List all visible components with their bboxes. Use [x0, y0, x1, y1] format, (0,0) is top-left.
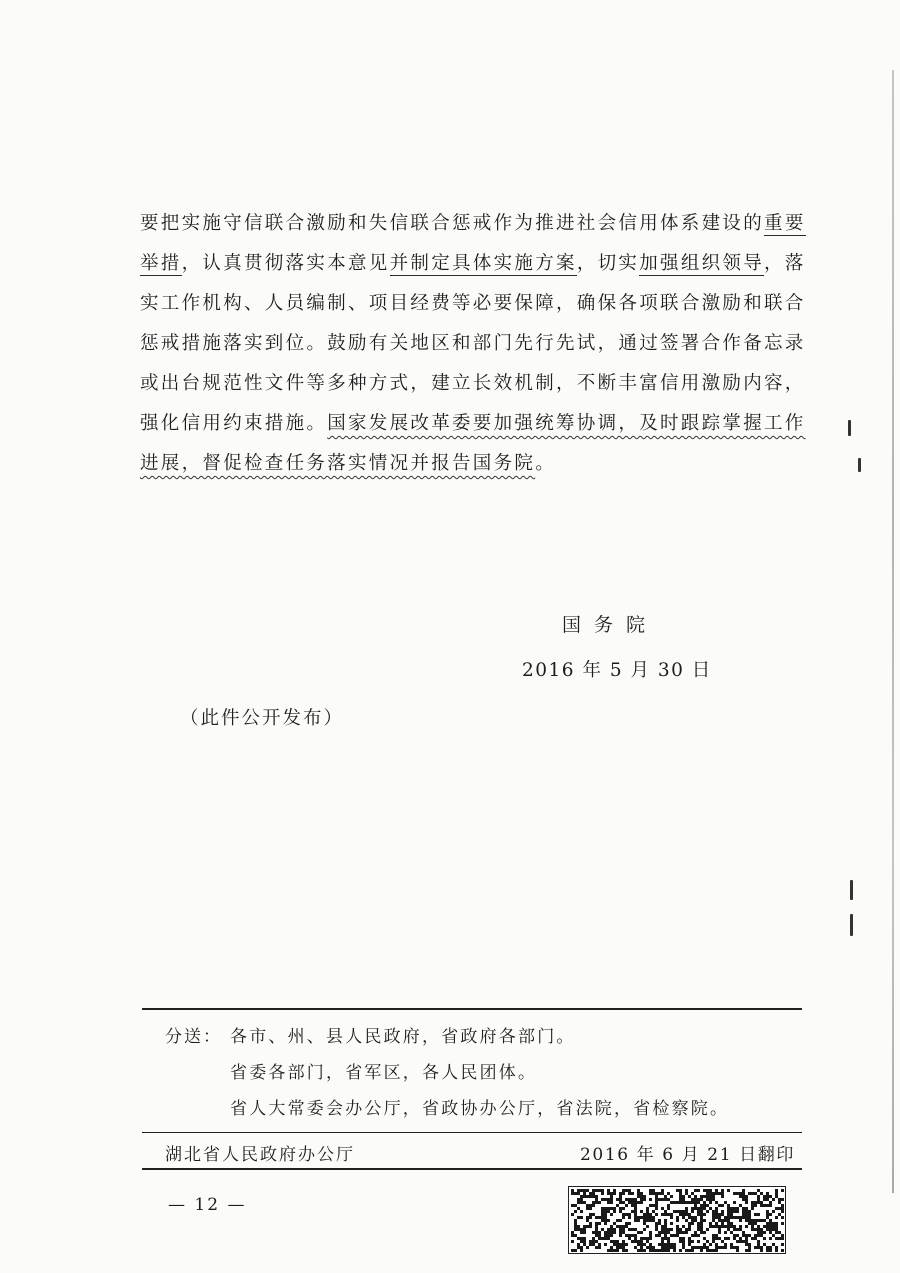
text-segment: ，落实工作机构、人员编制、项目经费等必要保障，确保各项联合激励和联合惩戒措施落实到位。鼓励有关地区和部门先行先试，通过签署合作备忘录或出台规范性文件等多种方式，建立长效机制，不断丰富信用激励内容，强化信用约束措施。 [140, 253, 806, 434]
distribution-line: 省委各部门，省军区，各人民团体。 [230, 1063, 538, 1083]
text-segment: 要把实施守信联合激励和失信联合惩戒作为推进社会信用体系建设的 [140, 213, 765, 234]
distribution-line: 各市、州、县人民政府，省政府各部门。 [230, 1027, 576, 1047]
binding-marks-lower [850, 880, 856, 950]
text-segment: ，认真贯彻落实本意见 [181, 253, 390, 274]
underlined-phrase: 并制定具体实施方案 [389, 253, 577, 274]
text-segment: 。 [535, 453, 557, 474]
public-note: （此件公开发布） [180, 708, 345, 729]
text-segment: ，切实 [576, 253, 640, 274]
body-paragraph [140, 204, 810, 484]
barcode-icon [568, 1186, 786, 1254]
scan-edge [892, 70, 894, 1193]
binding-marks [848, 420, 854, 480]
distribution-line: 省人大常委会办公厅，省政协办公厅，省法院，省检察院。 [230, 1099, 730, 1119]
divider [142, 1008, 802, 1010]
signature-org: 国务院 [562, 614, 659, 636]
distribution-label: 分送： [165, 1027, 222, 1047]
divider [142, 1132, 802, 1133]
print-date: 2016 年 6 月 21 日翻印 [580, 1145, 795, 1165]
signature-date: 2016 年 5 月 30 日 [522, 660, 712, 681]
issuing-office: 湖北省人民政府办公厅 [165, 1145, 355, 1165]
underlined-phrase: 加强组织领导 [639, 253, 765, 274]
page-number: — 12 — [168, 1195, 247, 1215]
underlined-phrase: 重要举措 [140, 213, 806, 274]
wavy-underlined-phrase: 国家发展改革委要加强统筹协调，及时跟踪掌握工作进展，督促检查任务落实情况并报告国务院 [140, 413, 806, 474]
divider [142, 1168, 802, 1170]
